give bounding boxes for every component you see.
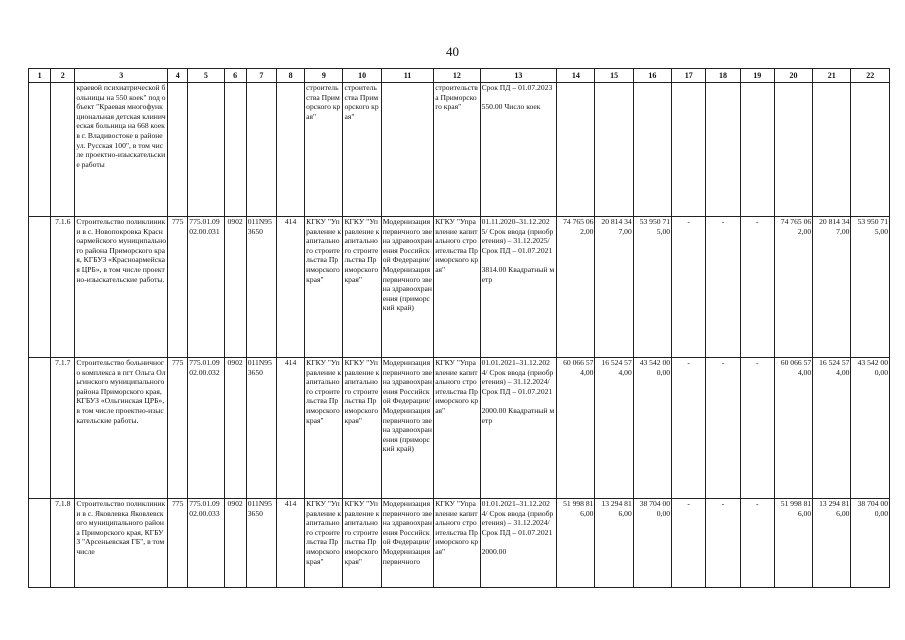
cell-col-11	[381, 83, 433, 217]
column-header-6: 6	[224, 69, 246, 83]
cell-col-9: строительства Приморского края"	[305, 83, 343, 217]
column-header-18: 18	[706, 69, 740, 83]
cell-col-12: КГКУ "Управление капитального строительства Приморского края"	[434, 499, 480, 588]
cell-col-10: КГКУ "Управление капитального строительства Приморского края"	[343, 217, 381, 358]
cell-col-10: КГКУ "Управление капитального строительства Приморского края"	[343, 499, 381, 588]
table-row	[29, 358, 890, 499]
cell-col-7: 011N95 3650	[246, 358, 276, 499]
cell-col-18: -	[706, 358, 740, 499]
column-header-14: 14	[557, 69, 595, 83]
cell-col-12: строительства Приморского края"	[434, 83, 480, 217]
column-header-17: 17	[672, 69, 706, 83]
cell-col-18: -	[706, 217, 740, 358]
cell-col-7	[246, 83, 276, 217]
column-header-9: 9	[305, 69, 343, 83]
column-header-19: 19	[740, 69, 774, 83]
cell-col-2: 7.1.6	[51, 217, 75, 358]
cell-col-17	[672, 83, 706, 217]
cell-col-1	[29, 83, 51, 217]
cell-col-16: 43 542 000,00	[633, 358, 671, 499]
column-header-13: 13	[480, 69, 557, 83]
column-header-2: 2	[51, 69, 75, 83]
cell-col-13: 01.01.2021–31.12.2024/ Срок ввода (приобретения) – 31.12.2024/ Срок ПД – 01.07.2021 2000.00	[480, 499, 557, 588]
cell-col-14	[557, 83, 595, 217]
cell-col-1	[29, 358, 51, 499]
cell-col-5: 775.01.09 02.00.031	[188, 217, 224, 358]
cell-col-4: 775	[168, 358, 188, 499]
cell-col-15: 13 294 816,00	[595, 499, 633, 588]
cell-col-3: Строительство поликлиники в с. Новопокровка Красноармейского муниципального района Приморского края, КГБУЗ «Красноармейская ЦРБ», в том числе проектно-изыскательские работы.	[75, 217, 168, 358]
cell-col-2	[51, 83, 75, 217]
cell-col-7: 011N95 3650	[246, 499, 276, 588]
column-header-22: 22	[851, 69, 890, 83]
column-header-11: 11	[381, 69, 433, 83]
cell-col-11: Модернизация первичного звена здравоохранения Российской Федерации/Модернизация первичного	[381, 499, 433, 588]
cell-col-12: КГКУ "Управление капитального строительства Приморского края"	[434, 217, 480, 358]
cell-col-20: 74 765 062,00	[774, 217, 812, 358]
cell-col-6: 0902	[224, 499, 246, 588]
cell-col-6: 0902	[224, 217, 246, 358]
cell-col-9: КГКУ "Управление капитального строительства Приморского края"	[305, 499, 343, 588]
cell-col-21	[813, 83, 851, 217]
cell-col-19: -	[740, 499, 774, 588]
cell-col-9: КГКУ "Управление капитального строительства Приморского края"	[305, 358, 343, 499]
column-header-7: 7	[246, 69, 276, 83]
cell-col-5: 775.01.09 02.00.032	[188, 358, 224, 499]
page-number: 40	[446, 44, 459, 59]
cell-col-10: КГКУ "Управление капитального строительства Приморского края"	[343, 358, 381, 499]
cell-col-5	[188, 83, 224, 217]
cell-col-13: Срок ПД – 01.07.2023 550.00 Число коек	[480, 83, 557, 217]
column-header-16: 16	[633, 69, 671, 83]
column-header-20: 20	[774, 69, 812, 83]
cell-col-22: 43 542 000,00	[851, 358, 890, 499]
cell-col-13: 01.11.2020–31.12.2025/ Срок ввода (приобретения) – 31.12.2025/ Срок ПД – 01.07.2021 3814.00 Квадратный метр	[480, 217, 557, 358]
column-header-12: 12	[434, 69, 480, 83]
cell-col-4: 775	[168, 499, 188, 588]
cell-col-21: 13 294 816,00	[813, 499, 851, 588]
cell-col-17: -	[672, 217, 706, 358]
cell-col-15: 16 524 574,00	[595, 358, 633, 499]
cell-col-8: 414	[276, 358, 304, 499]
cell-col-21: 16 524 574,00	[813, 358, 851, 499]
cell-col-18	[706, 83, 740, 217]
cell-col-14: 60 066 574,00	[557, 358, 595, 499]
cell-col-22: 38 704 000,00	[851, 499, 890, 588]
column-header-8: 8	[276, 69, 304, 83]
cell-col-14: 51 998 816,00	[557, 499, 595, 588]
cell-col-22: 53 950 715,00	[851, 217, 890, 358]
column-header-4: 4	[168, 69, 188, 83]
cell-col-10: строительства Приморского края"	[343, 83, 381, 217]
cell-col-20: 60 066 574,00	[774, 358, 812, 499]
cell-col-15: 20 814 347,00	[595, 217, 633, 358]
cell-col-15	[595, 83, 633, 217]
column-header-3: 3	[75, 69, 168, 83]
cell-col-9: КГКУ "Управление капитального строительства Приморского края"	[305, 217, 343, 358]
cell-col-6	[224, 83, 246, 217]
cell-col-3: Строительство поликлиники в с. Яковлевка Яковлевского муниципального района Приморского края, КГБУЗ "Арсеньевская ГБ", в том числе	[75, 499, 168, 588]
table-row	[29, 499, 890, 588]
column-header-10: 10	[343, 69, 381, 83]
cell-col-7: 011N95 3650	[246, 217, 276, 358]
cell-col-5: 775.01.09 02.00.033	[188, 499, 224, 588]
cell-col-20	[774, 83, 812, 217]
cell-col-11: Модернизация первичного звена здравоохранения Российской Федерации/Модернизация первичного звена здравоохранения (приморский край)	[381, 217, 433, 358]
cell-col-4: 775	[168, 217, 188, 358]
cell-col-19	[740, 83, 774, 217]
cell-col-11: Модернизация первичного звена здравоохранения Российской Федерации/Модернизация первичного звена здравоохранения (приморский край)	[381, 358, 433, 499]
cell-col-3: краевой психиатрической больницы на 550 коек" под объект "Краевая многофункциональная детская клиническая больница на 668 коек в г. Владивостоке в районе ул. Русская 100", в том числе проектно-изыскательские работы	[75, 83, 168, 217]
column-header-1: 1	[29, 69, 51, 83]
cell-col-4	[168, 83, 188, 217]
cell-col-16: 53 950 715,00	[633, 217, 671, 358]
cell-col-19: -	[740, 217, 774, 358]
table-row	[29, 217, 890, 358]
cell-col-22	[851, 83, 890, 217]
cell-col-12: КГКУ "Управление капитального строительства Приморского края"	[434, 358, 480, 499]
cell-col-21: 20 814 347,00	[813, 217, 851, 358]
cell-col-6: 0902	[224, 358, 246, 499]
cell-col-14: 74 765 062,00	[557, 217, 595, 358]
column-header-21: 21	[813, 69, 851, 83]
column-header-5: 5	[188, 69, 224, 83]
cell-col-16: 38 704 000,00	[633, 499, 671, 588]
cell-col-2: 7.1.8	[51, 499, 75, 588]
header-row	[29, 69, 890, 83]
cell-col-8: 414	[276, 217, 304, 358]
cell-col-20: 51 998 816,00	[774, 499, 812, 588]
cell-col-1	[29, 499, 51, 588]
cell-col-16	[633, 83, 671, 217]
cell-col-18: -	[706, 499, 740, 588]
budget-table	[28, 68, 890, 588]
cell-col-17: -	[672, 358, 706, 499]
cell-col-1	[29, 217, 51, 358]
cell-col-8	[276, 83, 304, 217]
cell-col-3: Строительство больничного комплекса в пгт Ольга Ольгинского муниципального района Приморского края, КГБУЗ «Ольгинская ЦРБ», в том числе проектно-изыскательские работы.	[75, 358, 168, 499]
cell-col-17: -	[672, 499, 706, 588]
cell-col-8: 414	[276, 499, 304, 588]
cell-col-2: 7.1.7	[51, 358, 75, 499]
cell-col-19: -	[740, 358, 774, 499]
table-row	[29, 83, 890, 217]
cell-col-13: 01.01.2021–31.12.2024/ Срок ввода (приобретения) – 31.12.2024/ Срок ПД – 01.07.2021 2000.00 Квадратный метр	[480, 358, 557, 499]
column-header-15: 15	[595, 69, 633, 83]
